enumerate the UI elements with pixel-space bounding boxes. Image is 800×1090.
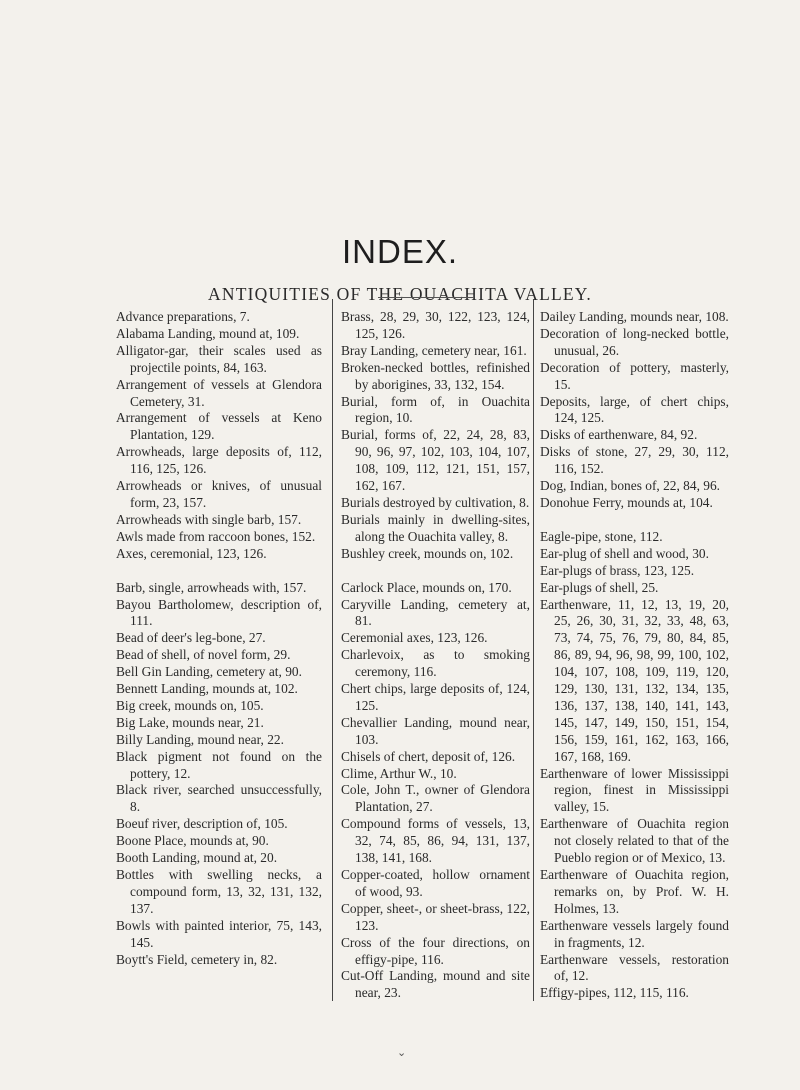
index-entry: Eagle-pipe, stone, 112.: [540, 528, 663, 544]
index-entry: Alabama Landing, mound at, 109.: [116, 325, 300, 341]
index-entry: Disks of stone, 27, 29, 30, 112, 116, 152.: [540, 444, 729, 477]
index-entry: Bowls with painted interior, 75, 143, 145.: [116, 917, 322, 950]
index-entry: Deposits, large, of chert chips, 124, 125.: [540, 393, 729, 426]
index-entry: Copper-coated, hollow ornament of wood, 93.: [341, 867, 530, 899]
page-mark: ⌄: [397, 1046, 407, 1059]
index-entry: Arrowheads, large deposits of, 112, 116, 125, 126.: [116, 444, 322, 477]
index-entry: Bray Landing, cemetery near, 161.: [341, 342, 527, 358]
index-entry: Bayou Bartholomew, description of, 111.: [116, 596, 322, 629]
column-divider: [332, 299, 333, 1001]
index-entry: Charlevoix, as to smoking ceremony, 116.: [341, 647, 530, 680]
index-entry: Brass, 28, 29, 30, 122, 123, 124, 125, 126.: [341, 309, 530, 341]
index-entry: Earthenware of lower Mississippi region, finest in Mississippi valley, 15.: [540, 765, 729, 815]
index-entry: Effigy-pipes, 112, 115, 116.: [540, 985, 689, 1001]
index-entry: Chisels of chert, deposit of, 126.: [341, 748, 516, 764]
index-entry: Big creek, mounds on, 105.: [116, 697, 264, 713]
index-entry: Dog, Indian, bones of, 22, 84, 96.: [540, 478, 721, 494]
index-entry: Boeuf river, description of, 105.: [116, 816, 288, 832]
index-column-3: [540, 309, 729, 1002]
index-entry: Chert chips, large deposits of, 124, 125.: [341, 681, 530, 713]
index-entry: Caryville Landing, cemetery at, 81.: [341, 596, 530, 629]
index-column-1: [116, 309, 322, 968]
index-entry: Carlock Place, mounds on, 170.: [341, 579, 512, 595]
index-entry: Arrowheads with single barb, 157.: [116, 511, 302, 527]
index-entry: Burial, form of, in Ouachita region, 10.: [341, 393, 530, 426]
index-entry: Copper, sheet-, or sheet-brass, 122, 123.: [341, 900, 530, 933]
index-entry: Boytt's Field, cemetery in, 82.: [116, 951, 278, 967]
index-entry: Burials destroyed by cultivation, 8.: [341, 494, 530, 510]
index-entry: Burial, forms of, 22, 24, 28, 83, 90, 96, 97, 102, 103, 104, 107, 108, 109, 112, 121, 151, 157, 162, 167.: [341, 427, 530, 494]
index-entry: Awls made from raccoon bones, 152.: [116, 528, 316, 544]
index-entry: Ear-plugs of brass, 123, 125.: [540, 562, 695, 578]
index-entry: Cross of the four directions, on effigy-pipe, 116.: [341, 934, 530, 967]
index-entry: Cut-Off Landing, mound and site near, 23.: [341, 968, 530, 1001]
index-entry: Arrangement of vessels at Keno Plantation, 129.: [116, 410, 322, 443]
column-divider: [533, 299, 534, 1001]
index-column-2: [341, 309, 530, 1002]
index-entry: Decoration of pottery, masterly, 15.: [540, 359, 729, 392]
index-entry: Barb, single, arrowheads with, 157.: [116, 579, 307, 595]
index-entry: Bell Gin Landing, cemetery at, 90.: [116, 664, 302, 680]
page-subtitle: ANTIQUITIES OF THE OUACHITA VALLEY.: [208, 284, 592, 304]
page-title: INDEX.: [341, 233, 459, 270]
index-entry: Ear-plugs of shell, 25.: [540, 579, 659, 595]
index-entry: Alligator-gar, their scales used as projectile points, 84, 163.: [116, 342, 322, 375]
index-entry: Axes, ceremonial, 123, 126.: [116, 545, 267, 561]
title-rule: [378, 297, 474, 298]
index-entry: Dailey Landing, mounds near, 108.: [540, 309, 729, 324]
index-entry: Broken-necked bottles, refinished by aborigines, 33, 132, 154.: [341, 359, 530, 392]
index-entry: Cole, John T., owner of Glendora Plantation, 27.: [341, 782, 530, 815]
index-entry: Earthenware vessels largely found in fragments, 12.: [540, 917, 729, 950]
index-entry: Compound forms of vessels, 13, 32, 74, 85, 86, 94, 131, 137, 138, 141, 168.: [341, 816, 530, 866]
index-entry: Bead of shell, of novel form, 29.: [116, 647, 291, 663]
index-entry: Black pigment not found on the pottery, 12.: [116, 748, 322, 781]
index-entry: Earthenware, 11, 12, 13, 19, 20, 25, 26, 30, 31, 32, 33, 48, 63, 73, 74, 75, 76, 79, 80, 84, 85, 86, 89, 94, 96, 98, 99, 100, 102, 104, 107, 108, 109, 119, 120, 129, 130, 131, 132, 134, 135, 136, 137, 138, 140, 141, 143, 145, 147, 149, 150, 151, 154, 156, 159, 161, 162, 163, 166, 167, 168, 169.: [540, 596, 729, 764]
index-entry: Earthenware of Ouachita region not closely related to that of the Pueblo region or of Mexico, 13.: [540, 816, 729, 866]
index-entry: Billy Landing, mound near, 22.: [116, 731, 284, 747]
index-entry: Bead of deer's leg-bone, 27.: [116, 630, 266, 646]
index-entry: Disks of earthenware, 84, 92.: [540, 427, 698, 443]
index-entry: Ceremonial axes, 123, 126.: [341, 630, 488, 646]
index-entry: Ear-plug of shell and wood, 30.: [540, 545, 709, 561]
index-entry: Bennett Landing, mounds at, 102.: [116, 681, 298, 697]
index-entry: Arrowheads or knives, of unusual form, 23, 157.: [116, 478, 322, 510]
index-entry: Clime, Arthur W., 10.: [341, 765, 457, 781]
index-entry: Earthenware vessels, restoration of, 12.: [540, 951, 729, 984]
index-entry: Decoration of long-necked bottle, unusual, 26.: [540, 325, 729, 358]
index-entry: Bushley creek, mounds on, 102.: [341, 545, 514, 561]
index-entry: Black river, searched unsuccessfully, 8.: [116, 782, 322, 815]
index-entry: Bottles with swelling necks, a compound form, 13, 32, 131, 132, 137.: [116, 867, 322, 916]
index-entry: Advance preparations, 7.: [116, 309, 250, 324]
index-entry: Chevallier Landing, mound near, 103.: [341, 714, 530, 747]
index-entry: Arrangement of vessels at Glendora Cemetery, 31.: [116, 376, 322, 409]
index-entry: Earthenware of Ouachita region, remarks on, by Prof. W. H. Holmes, 13.: [540, 867, 729, 916]
index-entry: Booth Landing, mound at, 20.: [116, 850, 278, 866]
index-entry: Burials mainly in dwelling-sites, along the Ouachita valley, 8.: [341, 511, 530, 544]
index-entry: Donohue Ferry, mounds at, 104.: [540, 494, 713, 510]
index-entry: Boone Place, mounds at, 90.: [116, 833, 269, 849]
index-entry: Big Lake, mounds near, 21.: [116, 714, 264, 730]
